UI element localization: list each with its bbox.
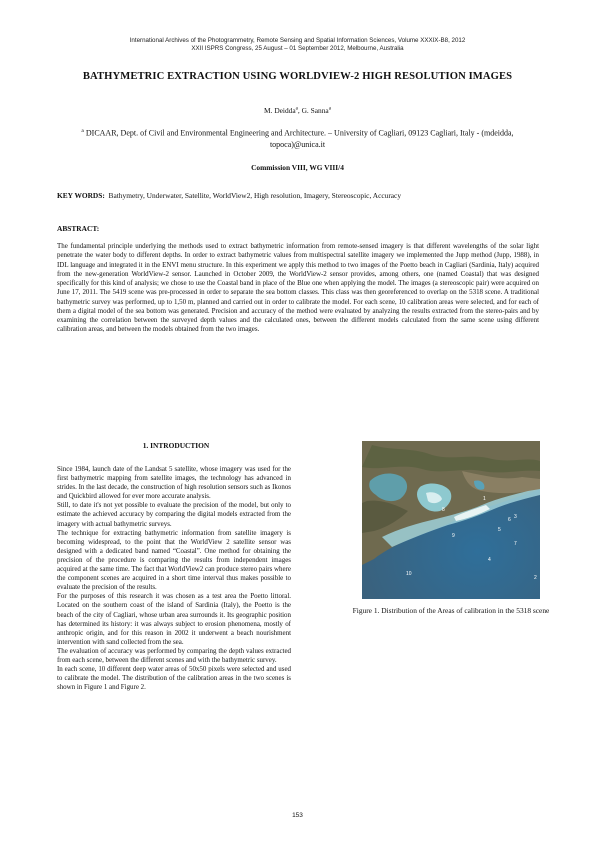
paragraph: Since 1984, launch date of the Landsat 5 satellite, whose imagery was used for the first bathymetric mapping from satellite images, the technology has advanced in strides. In the last decade, the construction of high resolution sensors such as Ikonos and Quickbird allowed for ever more accurate analysis. [57,465,291,501]
calibration-label-6: 6 [508,517,511,523]
introduction-body [57,465,291,692]
calibration-label-4: 4 [488,557,491,563]
paragraph: The evaluation of accuracy was performed by comparing the depth values extracted from each scene, between the different scenes and with the bathymetric survey. [57,646,291,664]
figure-1-satellite-image [362,441,540,599]
author-separator: , [297,106,302,115]
author-1: M. Deidda [264,106,296,115]
running-header-line-2: XXII ISPRS Congress, 25 August – 01 September 2012, Melbourne, Australia [191,45,404,52]
authors [0,106,595,115]
paragraph: The technique for extracting bathymetric information from satellite imagery is becoming widespread, to the point that the WorldView 2 satellite sensor was designed with a dedicated band named “Coastal”. One method for obtaining the precision of the procedure is comparing the results from independent images acquired at the same time. The fact that WorldView2 can produce stereo pairs where the component scenes are acquired in a short time interval thus makes possible to evaluate the precision of the results. [57,528,291,592]
calibration-label-7: 7 [514,541,517,547]
abstract-heading: ABSTRACT: [57,224,100,233]
calibration-label-1: 1 [483,496,486,502]
paragraph: For the purposes of this research it was chosen as a test area the Poetto littoral. Located on the southern coast of the island of Sardinia (Italy), the Poetto is the beach of the city of Cagliari, whose urban area surrounds it. Its geographic position has determined its history: it was always subject to erosion phenomena, mostly of anthropic origin, and for this reason in 2002 it underwent a beach nourishment intervention with sand collected from the sea. [57,592,291,646]
author-2-affil-mark: a [328,106,331,112]
paper-title: BATHYMETRIC EXTRACTION USING WORLDVIEW-2 HIGH RESOLUTION IMAGES [82,71,513,82]
affiliation-text: DICAAR, Dept. of Civil and Environmental Engineering and Architecture. – University of Cagliari, 09123 Cagliari, Italy - (mdeidda, topoca)@unica.it [85,128,514,149]
paragraph: In each scene, 10 different deep water areas of 50x50 pixels were selected and used to calibrate the model. The distribution of the calibration areas in the two scenes is shown in Figure 1 and Figure 2. [57,665,291,692]
author-1-affil-mark: a [295,106,298,112]
paragraph: Still, to date it's not yet possible to evaluate the precision of the model, but only to estimate the achieved accuracy by comparing the digital models extracted from the imagery with actual bathymetric surveys. [57,501,291,528]
commission: Commission VIII, WG VIII/4 [251,163,344,172]
author-2: G. Sanna [301,106,329,115]
calibration-label-9: 9 [452,533,455,539]
calibration-label-5: 5 [498,527,501,533]
satellite-image-drawing [362,441,540,599]
affiliation [60,126,535,150]
page-number: 153 [292,812,303,819]
calibration-label-2: 2 [534,575,537,581]
affiliation-mark: a [81,128,84,134]
calibration-label-3: 3 [514,514,517,520]
calibration-label-10: 10 [406,571,412,577]
figure-1-caption: Figure 1. Distribution of the Areas of calibration in the 5318 scene [352,606,550,615]
keywords [57,191,547,200]
keywords-text: Bathymetry, Underwater, Satellite, WorldView2, High resolution, Imagery, Stereoscopic, Accuracy [108,191,402,200]
section-heading-introduction: 1. INTRODUCTION [142,441,210,450]
keywords-label: KEY WORDS: [57,191,105,200]
running-header-line-1: International Archives of the Photogrammetry, Remote Sensing and Spatial Information Sciences, Volume XXXIX-B8, 2012 [129,37,466,44]
calibration-label-8: 8 [442,507,445,513]
abstract-body: The fundamental principle underlying the methods used to extract bathymetric information from remote-sensed imagery is that different wavelengths of the solar light penetrate the water body to different depths. In order to extract bathymetric values from multispectral satellite imagery we implemented the Jupp method (Jupp, 1988), in IDL language and integrated it in the ENVI menu structure. In this experiment we apply this method to two images of the Poetto beach in Cagliari (Sardinia, Italy) acquired from the new-generation WorldView-2 sensor. Launched in October 2009, the WorldView-2 sensor provides, among others, one (named Coastal) that was designed specifically for this kind of analysis; we chose to use the Coastal band in place of the Blue one when applying the model. The images (a stereoscopic pair) were acquired on June 17, 2011. The 5419 scene was pre-processed in order to separate the sea bottom classes. This class was then georeferenced to overlap on the 5318 scene. A traditional bathymetric survey was performed, up to 1,50 m, planned and carried out in order to calibrate the model. For each scene, 10 calibration areas were selected, and for each of them a digital model of the sea bottom was generated. Precision and accuracy of the method were evaluated by analyzing the results extracted from the stereo-pairs and by examining the correlation between the surveyed depth values and the calculated ones, between the different models calculated from the same scene using different calibration areas, and between the models obtained from the two images. [57,242,539,334]
